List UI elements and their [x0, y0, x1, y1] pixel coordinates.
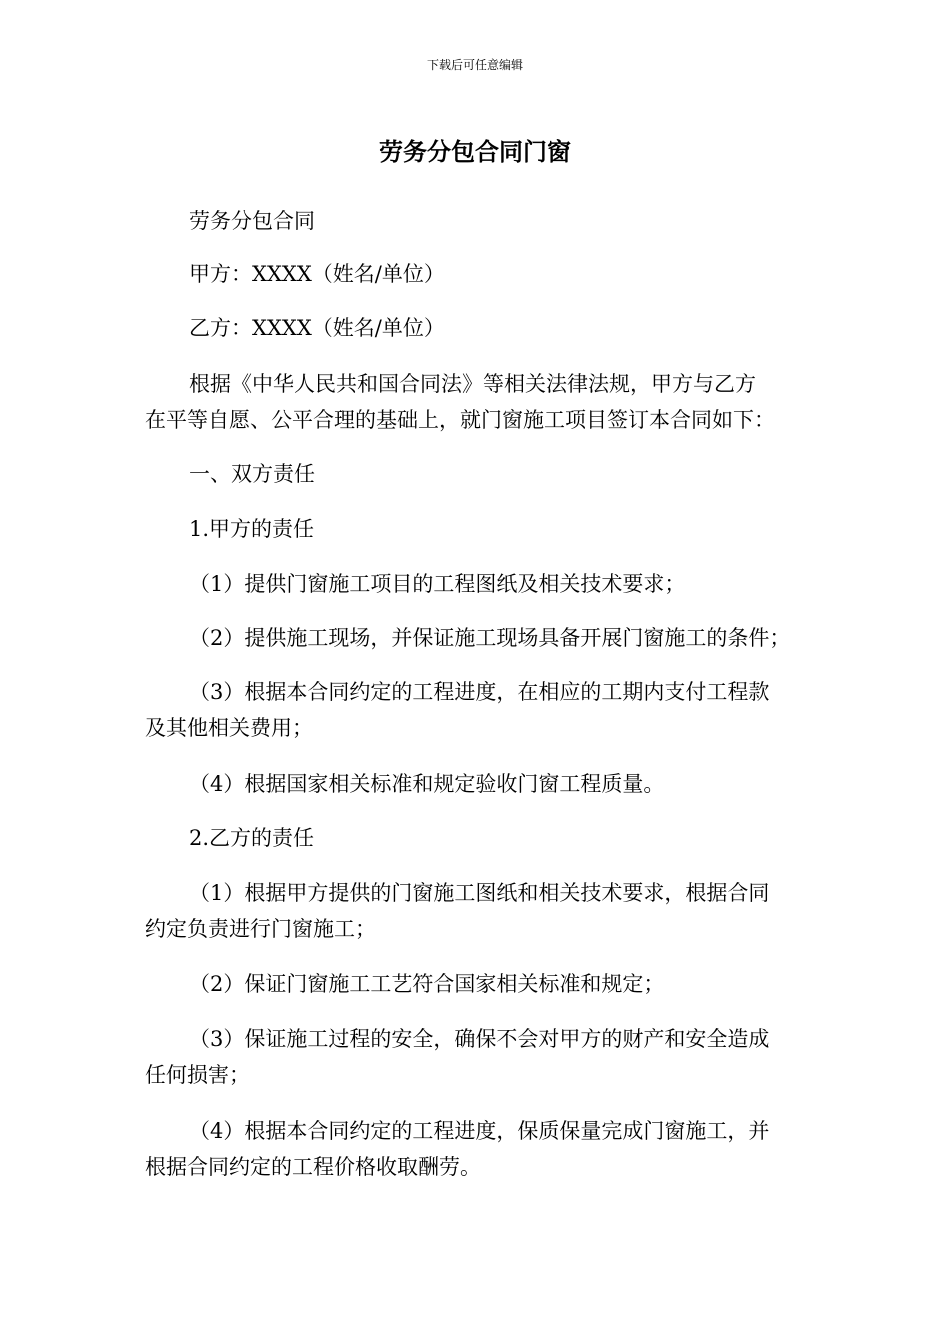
- list-item: [145, 1021, 810, 1093]
- document-title: 劳务分包合同门窗: [379, 138, 571, 166]
- text-line: 根据合同约定的工程价格收取酬劳。: [145, 1155, 481, 1179]
- text-line: 2.乙方的责任: [189, 826, 315, 850]
- list-item: [145, 766, 810, 802]
- list-item: [145, 1113, 810, 1185]
- text-line: 乙方：XXXX（姓名/单位）: [189, 316, 445, 340]
- text-line: （2）提供施工现场，并保证施工现场具备开展门窗施工的条件；: [189, 626, 791, 650]
- text-line: （3）保证施工过程的安全，确保不会对甲方的财产和安全造成: [189, 1027, 770, 1051]
- text-line: （1）提供门窗施工项目的工程图纸及相关技术要求；: [189, 572, 686, 596]
- list-item: [145, 566, 810, 602]
- text-line: 任何损害；: [145, 1063, 250, 1087]
- text-line: 在平等自愿、公平合理的基础上，就门窗施工项目签订本合同如下：: [145, 408, 775, 432]
- text-line: （4）根据本合同约定的工程进度，保质保量完成门窗施工，并: [189, 1119, 770, 1143]
- list-item: [145, 966, 810, 1002]
- header-note: 下载后可任意编辑: [426, 58, 523, 72]
- text-line: （3）根据本合同约定的工程进度，在相应的工期内支付工程款: [189, 680, 770, 704]
- paragraph-contract-name: [145, 203, 810, 239]
- text-line: （2）保证门窗施工工艺符合国家相关标准和规定；: [189, 972, 665, 996]
- text-line: 根据《中华人民共和国合同法》等相关法律法规，甲方与乙方: [189, 372, 756, 396]
- text-line: 约定负责进行门窗施工；: [145, 917, 376, 941]
- paragraph-party-a: [145, 256, 810, 292]
- subheading-party-a-responsibilities: [145, 511, 810, 547]
- list-item: [145, 620, 825, 656]
- text-line: 及其他相关费用；: [145, 716, 313, 740]
- paragraph-preamble: [145, 366, 810, 438]
- text-line: （4）根据国家相关标准和规定验收门窗工程质量。: [189, 772, 665, 796]
- text-line: 甲方：XXXX（姓名/单位）: [189, 262, 445, 286]
- list-item: [145, 875, 810, 947]
- text-line: （1）根据甲方提供的门窗施工图纸和相关技术要求，根据合同: [189, 881, 770, 905]
- list-item: [145, 674, 810, 746]
- text-line: 1.甲方的责任: [189, 517, 315, 541]
- text-line: 劳务分包合同: [189, 209, 315, 233]
- subheading-party-b-responsibilities: [145, 820, 810, 856]
- text-line: 一、双方责任: [189, 462, 315, 486]
- paragraph-party-b: [145, 310, 810, 346]
- section-heading-responsibilities: [145, 456, 810, 492]
